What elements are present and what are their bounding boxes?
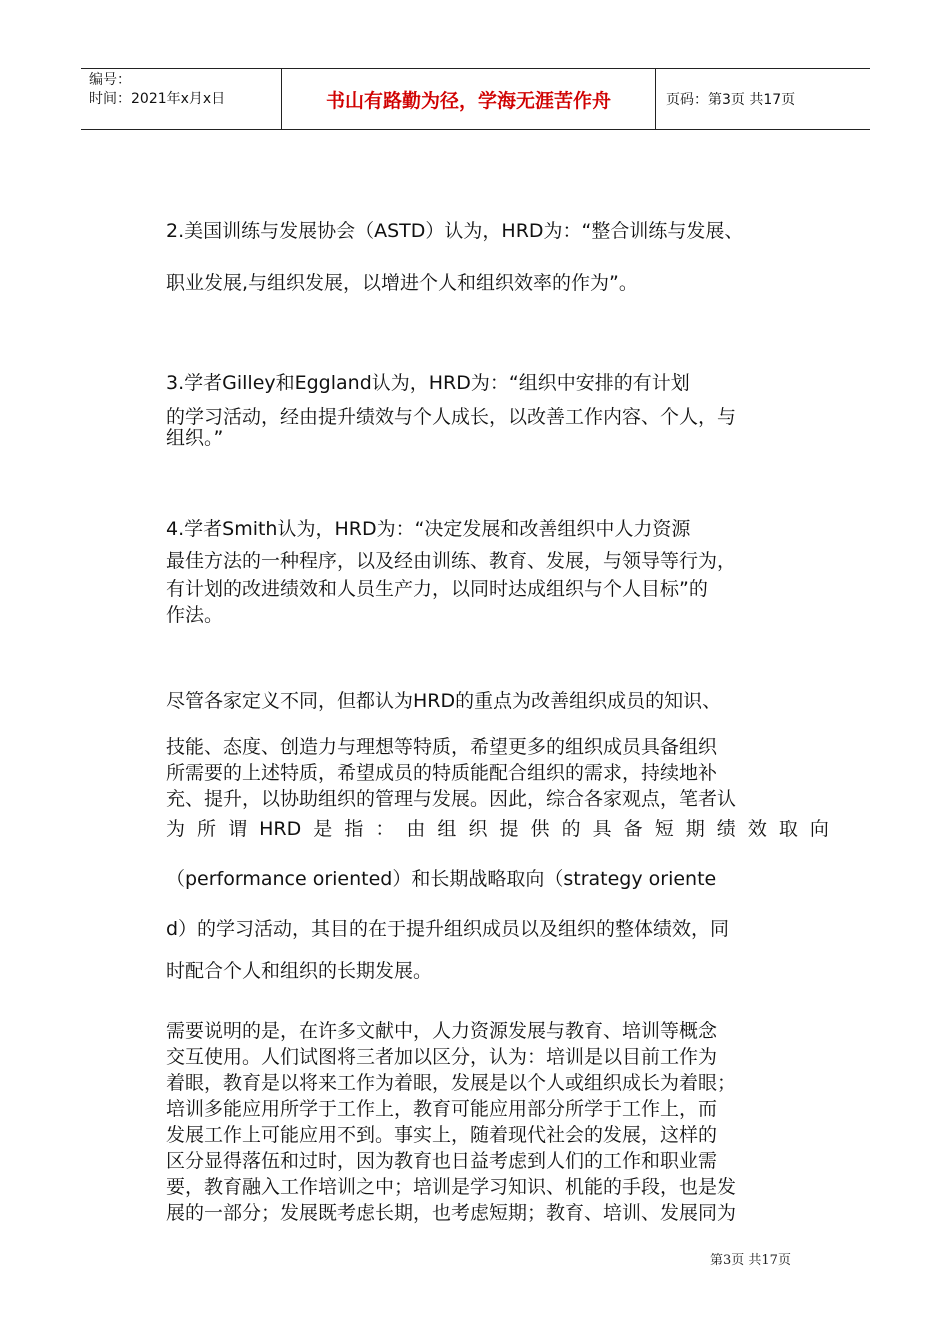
text-line: 发展工作上可能应用不到。事实上，随着现代社会的发展，这样的 (166, 1124, 718, 1146)
header-motto: 书山有路勤为径，学海无涯苦作舟 (325, 89, 611, 112)
paragraph (166, 512, 736, 628)
text-line: 的学习活动，经由提升绩效与个人成长，以改善工作内容、个人，与 (166, 406, 737, 428)
text-line: 着眼，教育是以将来工作为着眼，发展是以个人或组织成长为着眼； (166, 1072, 737, 1094)
paragraph (166, 366, 736, 450)
text-line: 充、提升，以协助组织的管理与发展。因此，综合各家观点，笔者认 (166, 788, 737, 810)
text-line: 培训多能应用所学于工作上，教育可能应用部分所学于工作上，而 (166, 1098, 718, 1120)
text-line: 职业发展,与组织发展，以增进个人和组织效率的作为”。 (166, 272, 638, 294)
text-line: 展的一部分；发展既考虑长期，也考虑短期；教育、培训、发展同为 (166, 1202, 737, 1224)
text-line: 时配合个人和组织的长期发展。 (166, 960, 433, 982)
header-page-info: 页码：第3页 共17页 (666, 92, 796, 108)
text-line: 最佳方法的一种程序，以及经由训练、教育、发展，与领导等行为， (166, 550, 737, 572)
page-footer: 第3页 共17页 (710, 1253, 791, 1268)
text-line: 需要说明的是，在许多文献中，人力资源发展与教育、培训等概念 (166, 1020, 718, 1042)
text-line: 4.学者Smith认为，HRD为：“决定发展和改善组织中人力资源 (166, 518, 691, 540)
text-line: 要，教育融入工作培训之中；培训是学习知识、机能的手段，也是发 (166, 1176, 737, 1198)
text-line: 2.美国训练与发展协会（ASTD）认为，HRD为：“整合训练与发展、 (166, 220, 744, 242)
paragraph (166, 1018, 736, 1226)
text-line: 尽管各家定义不同，但都认为HRD的重点为改善组织成员的知识、 (166, 690, 722, 712)
text-line: 技能、态度、创造力与理想等特质，希望更多的组织成员具备组织 (166, 736, 718, 758)
header-number-label: 编号： (89, 72, 131, 88)
text-line: （performance oriented）和长期战略取向（strategy oriente (166, 868, 717, 890)
text-line: d）的学习活动，其目的在于提升组织成员以及组织的整体绩效，同 (166, 918, 730, 940)
text-line: 有计划的改进绩效和人员生产力，以同时达成组织与个人目标”的 (166, 578, 708, 600)
text-line: 作法。 (166, 604, 224, 626)
paragraph (166, 214, 743, 300)
text-line: 区分显得落伍和过时，因为教育也日益考虑到人们的工作和职业需 (166, 1150, 718, 1172)
text-line: 所需要的上述特质，希望成员的特质能配合组织的需求，持续地补 (166, 762, 718, 784)
text-line: 为 所 谓 HRD 是 指 ： 由 组 织 提 供 的 具 备 短 期 绩 效 取 向 (166, 818, 829, 840)
header-meta (89, 71, 225, 109)
page-header (81, 68, 870, 130)
paragraph (166, 684, 829, 986)
header-time-label: 时间：2021年x月x日 (89, 91, 226, 107)
text-line: 交互使用。人们试图将三者加以区分，认为：培训是以目前工作为 (166, 1046, 718, 1068)
text-line: 组织。” (166, 427, 224, 449)
text-line: 3.学者Gilley和Eggland认为，HRD为：“组织中安排的有计划 (166, 372, 690, 394)
